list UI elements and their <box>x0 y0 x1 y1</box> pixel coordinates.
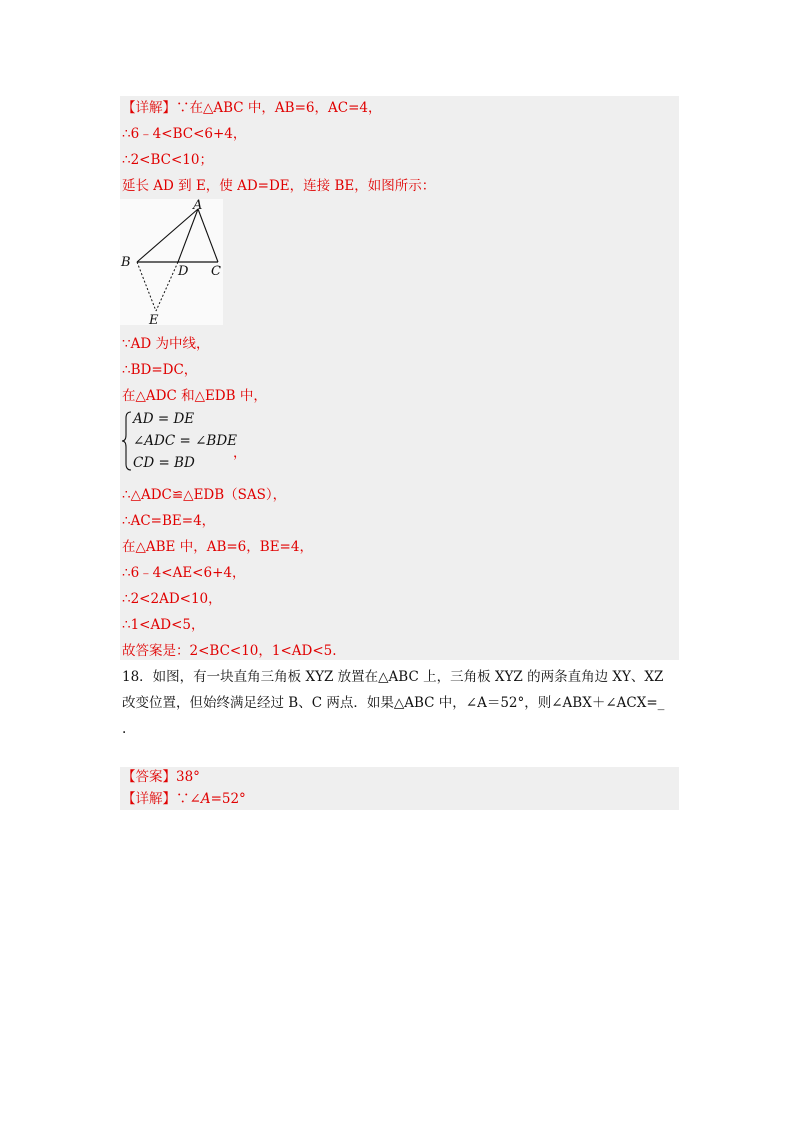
solution-line-12: ∴2<2AD<10， <box>122 591 222 607</box>
answer-label: 【答案】 <box>122 769 176 785</box>
detail-label: 【详解】 <box>122 100 176 116</box>
equation-2: ∠ADC = ∠BDE <box>133 433 238 449</box>
answer-detail-prefix: ∵∠ <box>176 791 201 807</box>
solution-line-4: 延长 AD 到 E，使 AD=DE，连接 BE，如图所示： <box>122 178 436 194</box>
solution-line-6: ∴BD=DC， <box>122 362 198 378</box>
figure-label-a: A <box>193 199 203 213</box>
solution-line-10: 在△ABE 中，AB=6，BE=4， <box>122 539 313 555</box>
solution-line-11: ∴6﹣4<AE<6+4， <box>122 565 246 581</box>
detail-text: ∵在△ABC 中，AB=6，AC=4， <box>176 100 382 116</box>
solution-line-9: ∴AC=BE=4， <box>122 513 216 529</box>
solution-line-7: 在△ADC 和△EDB 中， <box>122 388 267 404</box>
solution-line-13: ∴1<AD<5， <box>122 617 205 633</box>
figure-label-b: B <box>121 255 131 270</box>
figure-label-c: C <box>211 264 221 279</box>
answer-value: 38° <box>176 769 200 785</box>
solution-line-8: ∴△ADC≌△EDB（SAS）， <box>122 487 287 503</box>
solution-line-3: ∴2<BC<10； <box>122 152 213 168</box>
equation-3: CD = BD <box>133 455 195 471</box>
question-18-line-3: . <box>122 721 127 737</box>
triangle-figure <box>120 199 223 325</box>
answer-detail-var: A <box>200 791 211 807</box>
solution-line-14: 故答案是：2<BC<10，1<AD<5. <box>122 643 337 659</box>
solution-line-2: ∴6﹣4<BC<6+4， <box>122 126 247 142</box>
solution-line-1 <box>122 99 381 117</box>
equation-1: AD = DE <box>133 411 195 427</box>
system-trailing-comma: ， <box>233 445 247 461</box>
left-brace-icon <box>121 410 133 472</box>
answer-detail-label: 【详解】 <box>122 791 176 807</box>
figure-label-e: E <box>149 313 159 325</box>
answer-line <box>122 768 200 786</box>
solution-line-5: ∵AD 为中线， <box>122 336 210 352</box>
answer-detail-line <box>122 790 246 808</box>
question-18-line-1: 18．如图，有一块直角三角板 XYZ 放置在△ABC 上，三角板 XYZ 的两条直角边 XY、XZ <box>122 669 664 685</box>
figure-label-d: D <box>178 264 189 279</box>
answer-detail-suffix: =52° <box>210 791 246 807</box>
question-18-line-2: 改变位置，但始终满足经过 B、C 两点．如果△ABC 中，∠A＝52°，则∠ABX＋∠ACX=_ <box>122 695 665 711</box>
